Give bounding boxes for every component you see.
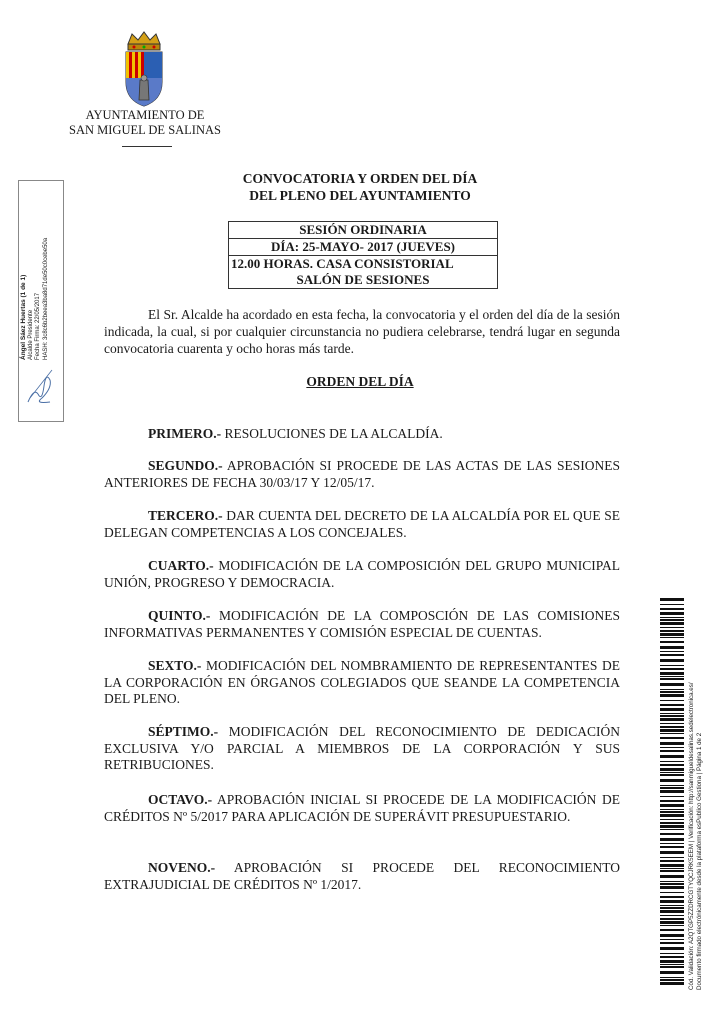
session-place <box>229 256 497 288</box>
verification-code: Cód. Validación: A2QTGP5ZZDRCGTYQCJRK5EEM | Verificación: http://sanmigueldesalinas.sedelectronica.es/ <box>688 682 695 990</box>
verification-stamp <box>688 600 714 990</box>
agenda-item-text: MODIFICACIÓN DE LA COMPOSICIÓN DEL GRUPO MUNICIPAL UNIÓN, PROGRESO Y DEMOCRACIA. <box>104 558 620 590</box>
agenda-item <box>104 860 620 893</box>
agenda-item-text: APROBACIÓN SI PROCEDE DEL RECONOCIMIENTO EXTRAJUDICIAL DE CRÉDITOS Nº 1/2017. <box>104 860 620 892</box>
session-info-box <box>228 221 498 289</box>
handwritten-signature-icon <box>24 358 56 408</box>
agenda-heading: ORDEN DEL DÍA <box>306 374 414 389</box>
signature-date: Fecha Firma: 22/05/2017 <box>35 292 41 360</box>
agenda-item-label: SEGUNDO.- <box>148 458 223 473</box>
agenda-item-text: MODIFICACIÓN DEL NOMBRAMIENTO DE REPRESENTANTES DE LA CORPORACIÓN EN ÓRGANOS COLEGIADOS QUE SEANDE LA COMPETENCIA DEL PLENO. <box>104 658 620 706</box>
agenda-item <box>104 792 620 825</box>
session-room: SALÓN DE SESIONES <box>296 272 430 287</box>
agenda-item <box>104 608 620 641</box>
agenda-item-label: CUARTO.- <box>148 558 214 573</box>
agenda-item-text: DAR CUENTA DEL DECRETO DE LA ALCALDÍA POR EL QUE SE DELEGAN COMPETENCIAS A LOS CONCEJALES. <box>104 508 620 540</box>
barcode-icon <box>660 598 684 988</box>
agenda-item-text: APROBACIÓN SI PROCEDE DE LAS ACTAS DE LAS SESIONES ANTERIORES DE FECHA 30/03/17 Y 12/05/17. <box>104 458 620 490</box>
signer-name: Ángel Sáez Huertas (1 de 1) <box>20 274 27 360</box>
agenda-item <box>104 724 620 774</box>
document-title <box>200 170 520 204</box>
session-date: DÍA: 25-MAYO- 2017 (JUEVES) <box>229 239 497 256</box>
title-line-2: DEL PLENO DEL AYUNTAMIENTO <box>249 188 471 203</box>
organization-name <box>60 108 230 138</box>
agenda-item-label: SEXTO.- <box>148 658 202 673</box>
agenda-item-label: TERCERO.- <box>148 508 223 523</box>
signature-stamp <box>18 180 62 360</box>
signature-hash: HASH: 3c8c6b2beea3ba8d71de50c0cebe50a <box>42 237 49 360</box>
agenda-item <box>104 426 620 443</box>
agenda-item <box>104 658 620 708</box>
session-time-place: 12.00 HORAS. CASA CONSISTORIAL <box>231 256 454 271</box>
org-line-1: AYUNTAMIENTO DE <box>85 108 205 122</box>
agenda-item-label: NOVENO.- <box>148 860 216 875</box>
signer-role: Alcalde Presidente <box>27 309 34 360</box>
agenda-item-label: PRIMERO.- <box>148 426 222 441</box>
divider <box>122 146 172 147</box>
verification-platform: Documento firmado electrónicamente desde la plataforma esPublico Gestiona | Página 1 de 2 <box>696 732 703 990</box>
session-type: SESIÓN ORDINARIA <box>229 222 497 239</box>
org-line-2: SAN MIGUEL DE SALINAS <box>69 123 221 137</box>
agenda-item-text: MODIFICACIÓN DEL RECONOCIMIENTO DE DEDICACIÓN EXCLUSIVA Y/O PARCIAL A MIEMBROS DE LA CORPORACIÓN Y SUS RETRIBUCIONES. <box>104 724 620 772</box>
agenda-item-label: OCTAVO.- <box>148 792 213 807</box>
agenda-item <box>104 558 620 591</box>
agenda-item-text: APROBACIÓN INICIAL SI PROCEDE DE LA MODIFICACIÓN DE CRÉDITOS Nº 5/2017 PARA APLICACIÓN DE SUPERÁVIT PRESUPUESTARIO. <box>104 792 620 824</box>
agenda-item-label: QUINTO.- <box>148 608 211 623</box>
agenda-item-label: SÉPTIMO.- <box>148 724 219 739</box>
intro-paragraph: El Sr. Alcalde ha acordado en esta fecha, la convocatoria y el orden del día de la sesión indicada, la cual, si por cualquier circunstancia no pudiera celebrarse, tendrá lugar en segunda convocatoria cuarenta y ocho horas más tarde. <box>104 307 620 356</box>
agenda-item <box>104 508 620 541</box>
municipal-coat-of-arms-icon <box>120 30 168 110</box>
agenda-item <box>104 458 620 491</box>
title-line-1: CONVOCATORIA Y ORDEN DEL DÍA <box>242 171 478 186</box>
agenda-item-text: MODIFICACIÓN DE LA COMPOSCIÓN DE LAS COMISIONES INFORMATIVAS PERMANENTES Y COMISIÓN ESPECIAL DE CUENTAS. <box>104 608 620 640</box>
agenda-item-text: RESOLUCIONES DE LA ALCALDÍA. <box>221 426 443 441</box>
